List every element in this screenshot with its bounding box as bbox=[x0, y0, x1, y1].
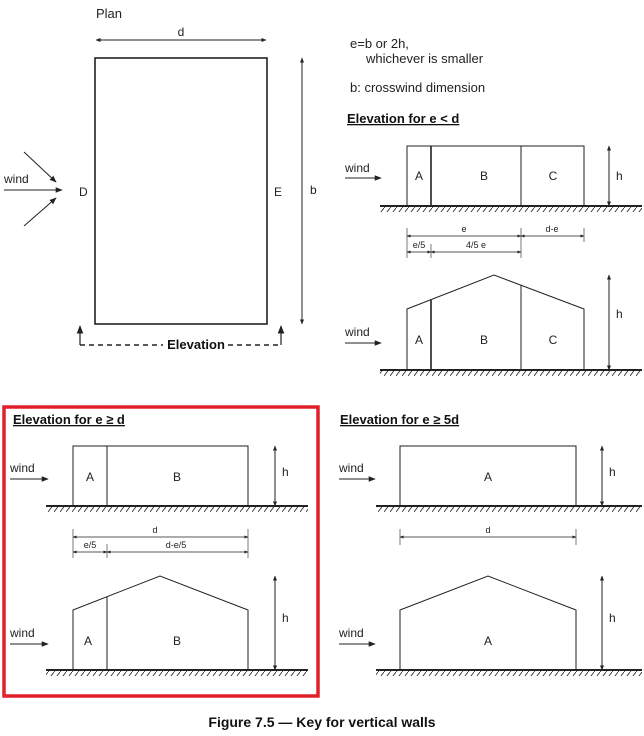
highlight-box bbox=[4, 407, 318, 696]
panel-e-greater-equal-5d bbox=[338, 412, 642, 676]
height-label: h bbox=[282, 611, 289, 625]
zone-a-label: A bbox=[85, 470, 95, 484]
dimension-label-d-e: d-e bbox=[545, 224, 559, 234]
height-label: h bbox=[616, 169, 623, 183]
panel-title: Elevation for e < d bbox=[347, 111, 460, 126]
notes bbox=[350, 36, 485, 95]
wind-label: wind bbox=[10, 461, 35, 475]
zone-b-label: B bbox=[172, 470, 182, 484]
wind-arrow-icon bbox=[24, 152, 56, 182]
zone-a-label: A bbox=[483, 634, 493, 648]
zone-a-label: A bbox=[414, 333, 424, 347]
note-line-2: whichever is smaller bbox=[366, 51, 484, 66]
height-label: h bbox=[616, 307, 623, 321]
panel-title: Elevation for e ≥ 5d bbox=[340, 412, 460, 427]
zone-b-label: B bbox=[479, 169, 489, 183]
wind-label: wind bbox=[345, 161, 370, 175]
zone-b-label: B bbox=[479, 333, 489, 347]
panel-e-greater-equal-d bbox=[4, 407, 318, 696]
gable-building-outline bbox=[400, 576, 576, 670]
height-label: h bbox=[609, 465, 616, 479]
plan-d-label: d bbox=[177, 25, 185, 39]
building-outline bbox=[407, 146, 584, 206]
zone-a-label: A bbox=[83, 634, 93, 648]
wind-label: wind bbox=[345, 325, 370, 339]
note-line-1: e=b or 2h, bbox=[350, 36, 409, 51]
plan-E-label: E bbox=[274, 185, 283, 199]
height-label: h bbox=[609, 611, 616, 625]
plan-title: Plan bbox=[96, 6, 123, 21]
dimension-label-d: d bbox=[152, 525, 158, 535]
plan-building-outline bbox=[95, 58, 267, 324]
panel-title: Elevation for e ≥ d bbox=[13, 412, 125, 427]
dimension-label-d: d bbox=[485, 525, 491, 535]
wind-label: wind bbox=[339, 626, 364, 640]
plan-b-label: b bbox=[310, 183, 317, 197]
dimension-label-e: e bbox=[461, 224, 467, 234]
note-line-3: b: crosswind dimension bbox=[350, 80, 486, 95]
wind-arrow-icon bbox=[24, 198, 56, 226]
zone-a-label: A bbox=[483, 470, 493, 484]
plan-D-label: D bbox=[79, 185, 88, 199]
zone-c-label: C bbox=[548, 333, 558, 347]
dimension-label-45e: 4/5 e bbox=[465, 240, 487, 250]
plan-wind-label: wind bbox=[4, 172, 29, 186]
panel-e-less-than-d bbox=[344, 111, 642, 376]
building-outline bbox=[73, 446, 248, 506]
plan-view bbox=[3, 6, 317, 352]
dimension-label-d-e5: d-e/5 bbox=[165, 540, 187, 550]
wind-label: wind bbox=[339, 461, 364, 475]
dimension-label-e5: e/5 bbox=[412, 240, 426, 250]
gable-building-outline bbox=[73, 576, 248, 670]
zone-c-label: C bbox=[548, 169, 558, 183]
gable-building-outline bbox=[407, 275, 584, 370]
height-label: h bbox=[282, 465, 289, 479]
dimension-label-e5: e/5 bbox=[83, 540, 97, 550]
zone-a-label: A bbox=[414, 169, 424, 183]
wind-label: wind bbox=[10, 626, 35, 640]
elevation-label: Elevation bbox=[167, 337, 225, 352]
figure-caption: Figure 7.5 — Key for vertical walls bbox=[208, 714, 436, 730]
zone-b-label: B bbox=[172, 634, 182, 648]
